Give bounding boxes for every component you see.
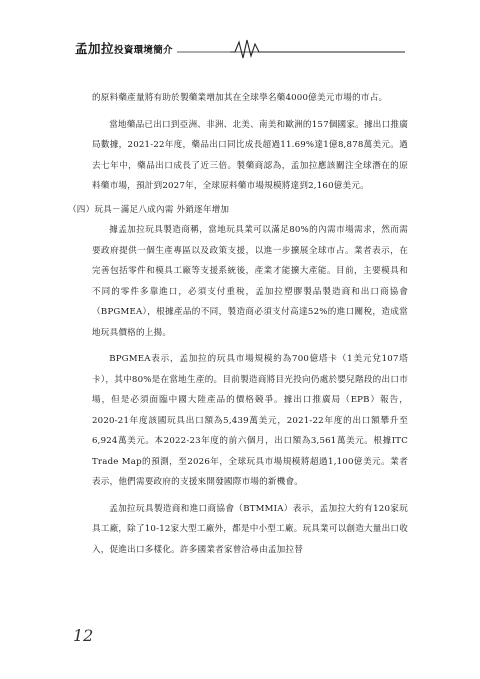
paragraph-pharma-exports: 當地藥品已出口到亞洲、非洲、北美、南美和歐洲的157個國家。據出口推廣局數據，2021-22年度，藥品出口同比成長超過11.69%達1億8,878萬美元。過去七年中，藥品出口成長了近三倍。製藥商認為，孟加拉應該關注全球潛在的原料藥市場，預計到2027年，全球原料藥市場規模將達到2,160億美元。 — [92, 119, 408, 191]
header-title-main: 孟加拉 — [75, 41, 115, 56]
paragraph-continued: 的原料藥產量將有助於製藥業增加其在全球學名藥4000億美元市場的市占。 — [92, 93, 388, 103]
running-header — [75, 36, 405, 60]
paragraph-btmmia: 孟加拉玩具製造商和進口商協會（BTMMIA）表示，孟加拉大約有120家玩具工廠，除了10-12家大型工廠外，都是中小型工廠。玩具業可以創造大量出口收入，促進出口多樣化。許多國業者家曾洽尋由孟加拉替 — [92, 503, 408, 555]
header-title — [75, 39, 177, 57]
header-title-sub: 投資環境簡介 — [114, 45, 173, 56]
page-number: 12 — [73, 626, 94, 645]
body-text — [68, 88, 408, 560]
paragraph-bpgmea: BPGMEA表示，孟加拉的玩具市場規模約為700億塔卡（1美元兌107塔卡），其中80%是在當地生產的。目前製造商將目光投向仍處於嬰兒階段的出口市場，但是必須面臨中國大陸產品的價格競爭。據出口推廣局（EPB）報告，2020-21年度該國玩具出口額為5,439萬美元，2021-22年度的出口額攀升至6,924萬美元。本2022-23年度的前六個月，出口額為3,561萬美元。根據ITC Trade Map的預測，至2026年，全球玩具市場規模將超過1,100億美元。業者表示，他們需要政府的支援來開發國際市場的新機會。 — [92, 354, 408, 487]
paragraph-toy-industry: 據孟加拉玩具製造商稱，當地玩具業可以滿足80%的內需市場需求，然而需要政府提供一個生產專區以及政策支援，以進一步擴展全球市占。業者表示，在完善包括零件和模具工廠等支援系統後，產業才能擴大產能。目前，主要模具和不同的零件多靠進口，必須支付重稅，孟加拉塑膠製品製造商和出口商協會（BPGMEA），根據產品的不同，製造商必須支付高達52%的進口關稅，造成當地玩具價格的上揚。 — [92, 225, 408, 338]
section-heading-toys: （四）玩具－滿足八成內需 外銷逐年增加 — [68, 204, 230, 215]
